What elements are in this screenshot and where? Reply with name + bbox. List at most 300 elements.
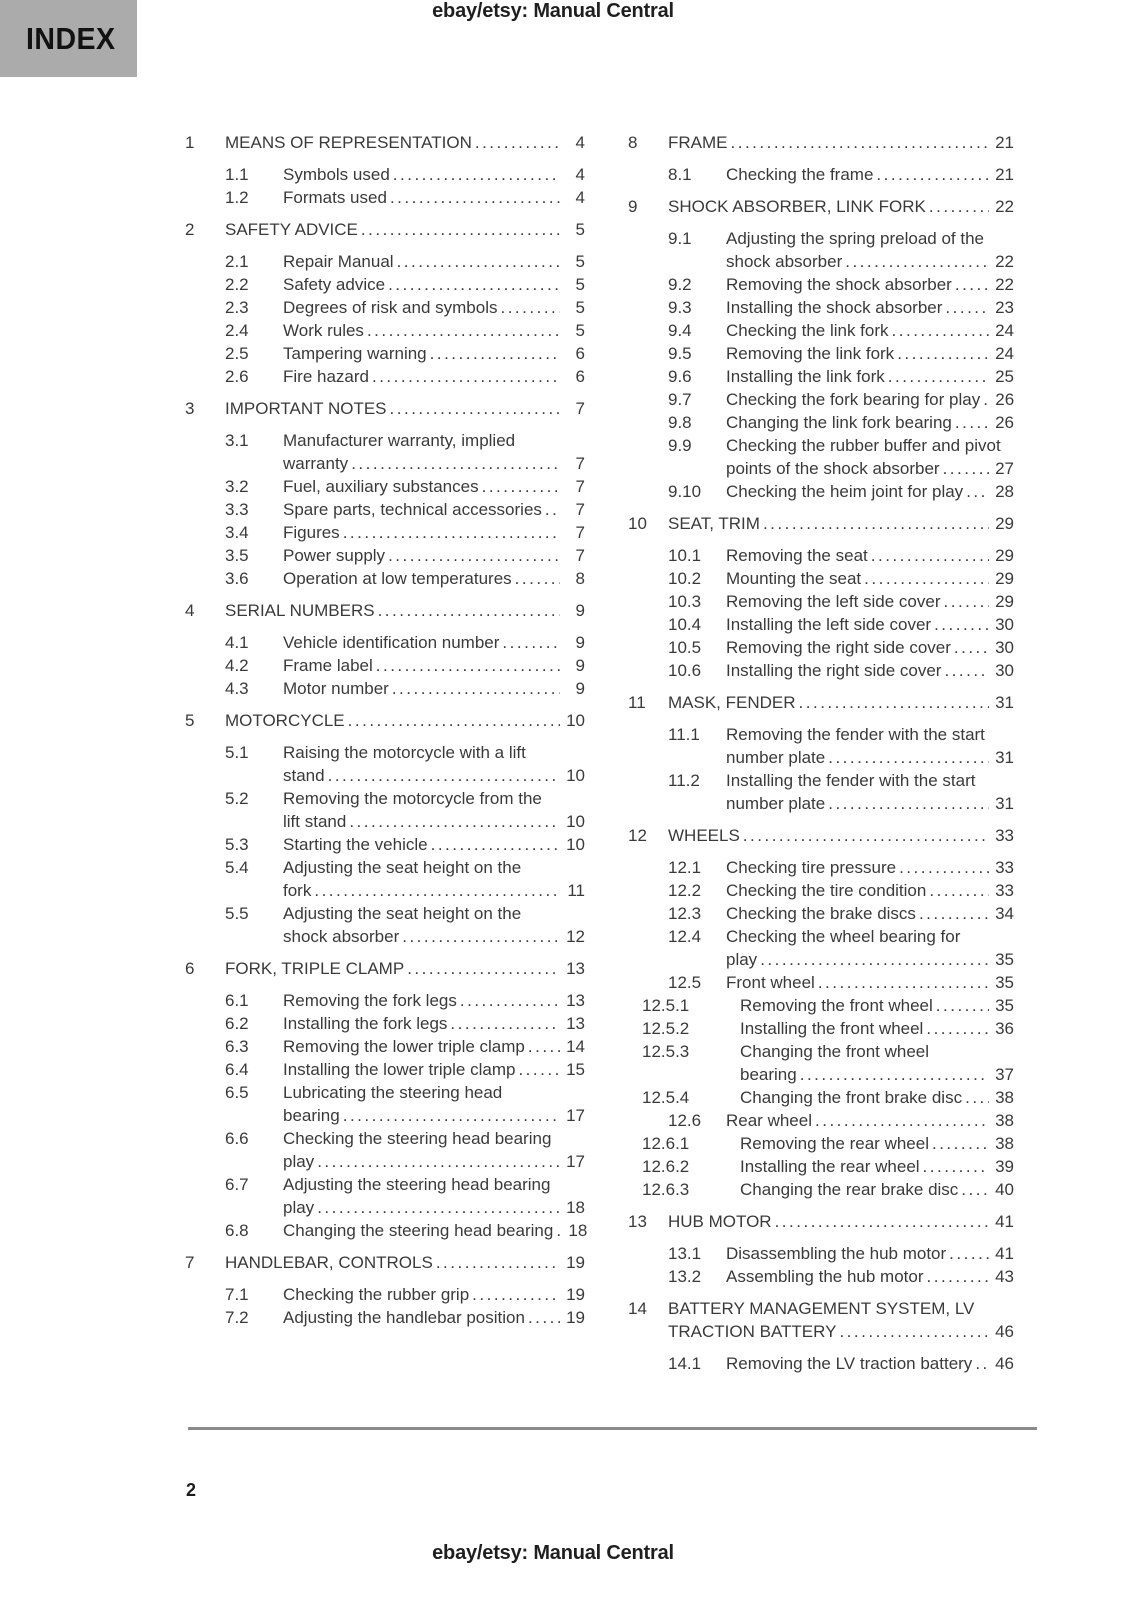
toc-title-last-line	[726, 273, 1014, 296]
toc-title-text: SHOCK ABSORBER, LINK FORK	[668, 197, 926, 216]
toc-sub-entry	[628, 342, 1014, 365]
toc-title-text: bearing	[283, 1106, 340, 1125]
dot-leader	[545, 498, 560, 521]
toc-title-line: Installing the fender with the start	[726, 771, 976, 790]
toc-sub-entry	[185, 833, 585, 856]
toc-page-number: 5	[575, 298, 585, 317]
toc-title-text: Removing the LV traction battery	[726, 1354, 973, 1373]
toc-title-text: shock absorber	[726, 252, 843, 271]
toc-page-number: 34	[995, 904, 1014, 923]
toc-entry-number: 2.4	[225, 321, 249, 340]
toc-title-text: Power supply	[283, 546, 386, 565]
toc-entry-title	[726, 902, 1014, 925]
toc-entry-title	[740, 994, 1014, 1017]
dot-leader	[388, 273, 560, 296]
toc-entry-number: 12.6.3	[642, 1180, 690, 1199]
toc-entry-title	[283, 163, 585, 186]
dot-leader	[954, 636, 989, 659]
toc-title-text: Removing the left side cover	[726, 592, 941, 611]
toc-title-text: Symbols used	[283, 165, 390, 184]
toc-title-line: Removing the fender with the start	[726, 725, 985, 744]
toc-sub-entry	[628, 902, 1014, 925]
dot-leader	[392, 677, 560, 700]
toc-page-number: 5	[575, 321, 585, 340]
toc-sub-entry	[185, 498, 585, 521]
toc-entry-title	[283, 273, 585, 296]
toc-entry-title	[726, 613, 1014, 636]
toc-sub-entry	[185, 475, 585, 498]
toc-page-number: 35	[995, 950, 1014, 969]
toc-page-number: 18	[566, 1198, 585, 1217]
toc-entry-title	[740, 1132, 1014, 1155]
toc-entry-number: 5.3	[225, 835, 249, 854]
toc-entry-title	[283, 429, 585, 475]
toc-title-last-line	[726, 319, 1014, 342]
toc-page-number: 28	[995, 482, 1014, 501]
toc-title-text: fork	[283, 881, 312, 900]
toc-title-line: Changing the front wheel	[740, 1042, 930, 1061]
toc-entry-number: 8.1	[668, 165, 692, 184]
toc-entry-number: 10.3	[668, 592, 702, 611]
toc-entry-number: 6.4	[225, 1060, 249, 1079]
toc-title-last-line	[726, 902, 1014, 925]
toc-entry-number: 6	[185, 959, 195, 978]
toc-entry-title	[283, 1283, 585, 1306]
dot-leader	[763, 512, 989, 535]
toc-entry-number: 3.1	[225, 431, 249, 450]
toc-title-text: Checking the link fork	[726, 321, 889, 340]
dot-leader	[828, 792, 989, 815]
toc-title-text: Removing the lower triple clamp	[283, 1037, 525, 1056]
dot-leader	[876, 163, 989, 186]
toc-title-last-line	[726, 1242, 1014, 1265]
toc-title-last-line	[740, 1178, 1014, 1201]
toc-entry-title	[726, 636, 1014, 659]
toc-entry-title	[726, 925, 1014, 971]
header-title: ebay/etsy: Manual Central	[432, 0, 674, 22]
toc-title-text: Installing the lower triple clamp	[283, 1060, 516, 1079]
toc-entry-number: 2.5	[225, 344, 249, 363]
toc-title-last-line	[726, 590, 1014, 613]
toc-title-last-line	[726, 250, 1014, 273]
toc-title-text: TRACTION BATTERY	[668, 1322, 837, 1341]
dot-leader	[923, 1155, 989, 1178]
dot-leader	[815, 1109, 989, 1132]
toc-entry-title	[726, 971, 1014, 994]
toc-title-line: Adjusting the seat height on the	[283, 858, 522, 877]
toc-title-text: warranty	[283, 454, 349, 473]
toc-entry-title	[225, 957, 585, 980]
toc-title-last-line	[740, 1086, 1014, 1109]
toc-page-number: 26	[995, 390, 1015, 409]
toc-sub-entry	[185, 1219, 588, 1242]
toc-page-number: 7	[575, 500, 585, 519]
toc-sub-entry	[628, 925, 1014, 971]
toc-section-entry	[185, 709, 585, 732]
toc-title-text: Checking the tire condition	[726, 881, 927, 900]
dot-leader	[731, 131, 990, 154]
dot-leader	[482, 475, 560, 498]
toc-page-number: 14	[566, 1037, 585, 1056]
toc-entry-title	[283, 250, 585, 273]
dot-leader	[897, 342, 989, 365]
toc-entry-title	[726, 342, 1014, 365]
toc-entry-number: 5.1	[225, 743, 249, 762]
toc-sub-entry	[628, 590, 1014, 613]
toc-page-number: 37	[995, 1065, 1014, 1084]
toc-title-last-line	[283, 1058, 585, 1081]
toc-title-text: Checking the frame	[726, 165, 874, 184]
toc-page-number: 30	[995, 661, 1014, 680]
toc-entry-title	[283, 296, 585, 319]
toc-title-text: Removing the fork legs	[283, 991, 457, 1010]
toc-page-number: 41	[995, 1244, 1014, 1263]
toc-title-last-line	[283, 677, 585, 700]
dot-leader	[929, 195, 989, 218]
toc-title-last-line	[283, 1104, 585, 1127]
toc-entry-title	[726, 411, 1014, 434]
toc-entry-number: 12.5.1	[642, 996, 690, 1015]
toc-section-entry	[185, 599, 585, 622]
toc-entry-number: 11.1	[668, 725, 700, 744]
toc-page-number: 4	[575, 133, 585, 152]
toc-entry-number: 2.3	[225, 298, 249, 317]
toc-entry-number: 9.8	[668, 413, 692, 432]
dot-leader	[528, 1306, 560, 1329]
toc-title-last-line	[283, 879, 585, 902]
toc-entry-title	[740, 1017, 1014, 1040]
toc-entry-number: 4	[185, 601, 195, 620]
toc-title-text: Changing the rear brake disc	[740, 1180, 959, 1199]
toc-sub-entry	[628, 227, 1014, 273]
toc-page-number: 27	[995, 459, 1014, 478]
toc-entry-title	[726, 567, 1014, 590]
toc-title-last-line	[283, 833, 585, 856]
toc-title-last-line	[726, 1109, 1014, 1132]
toc-entry-title	[726, 365, 1014, 388]
dot-leader	[871, 544, 989, 567]
toc-title-line: Checking the steering head bearing	[283, 1129, 552, 1148]
toc-entry-title	[283, 1219, 588, 1242]
toc-entry-title	[283, 498, 585, 521]
toc-entry-number: 2.2	[225, 275, 249, 294]
table-of-contents	[185, 131, 1014, 1375]
dot-leader	[927, 1265, 990, 1288]
toc-sub-entry	[185, 319, 585, 342]
toc-sub-entry	[185, 342, 585, 365]
toc-section-entry	[628, 691, 1014, 714]
toc-entry-title	[740, 1155, 1014, 1178]
toc-page-number: 41	[995, 1212, 1014, 1231]
toc-title-last-line	[668, 691, 1014, 714]
toc-entry-title	[283, 186, 585, 209]
toc-title-last-line	[225, 1251, 585, 1274]
toc-title-text: FRAME	[668, 133, 728, 152]
dot-leader	[372, 365, 560, 388]
toc-sub-entry	[185, 273, 585, 296]
toc-title-last-line	[283, 810, 585, 833]
toc-title-text: Checking the fork bearing for play	[726, 390, 981, 409]
toc-entry-number: 9.10	[668, 482, 702, 501]
toc-sub-entry	[628, 365, 1014, 388]
dot-leader	[460, 989, 560, 1012]
dot-leader	[475, 131, 560, 154]
toc-title-text: FORK, TRIPLE CLAMP	[225, 959, 405, 978]
toc-page-number: 9	[575, 633, 585, 652]
toc-title-last-line	[225, 709, 585, 732]
dot-leader	[800, 1063, 989, 1086]
toc-title-text: Installing the link fork	[726, 367, 885, 386]
toc-page-number: 10	[566, 711, 585, 730]
toc-title-last-line	[225, 218, 585, 241]
dot-leader	[361, 218, 560, 241]
toc-sub-entry	[185, 1081, 585, 1127]
toc-title-text: Frame label	[283, 656, 373, 675]
toc-title-last-line	[740, 1155, 1014, 1178]
toc-sub-entry	[185, 296, 585, 319]
toc-page-number: 24	[995, 344, 1014, 363]
toc-title-last-line	[726, 971, 1014, 994]
index-label: INDEX	[26, 20, 116, 56]
dot-leader	[775, 1210, 989, 1233]
toc-title-text: Installing the front wheel	[740, 1019, 924, 1038]
toc-page-number: 6	[575, 367, 585, 386]
toc-page-number: 21	[995, 165, 1014, 184]
toc-entry-title	[740, 1086, 1014, 1109]
dot-leader	[528, 1035, 560, 1058]
toc-title-last-line	[283, 1196, 585, 1219]
toc-sub-entry	[185, 989, 585, 1012]
toc-entry-number: 1.1	[225, 165, 249, 184]
toc-title-line: Raising the motorcycle with a lift	[283, 743, 526, 762]
toc-page-number: 43	[995, 1267, 1014, 1286]
toc-title-last-line	[283, 163, 585, 186]
toc-title-text: shock absorber	[283, 927, 400, 946]
toc-entry-title	[225, 131, 585, 154]
toc-sub-entry	[185, 250, 585, 273]
toc-sub-entry	[185, 1173, 585, 1219]
toc-entry-number: 6.1	[225, 991, 249, 1010]
toc-page-number: 38	[995, 1111, 1014, 1130]
toc-title-last-line	[726, 567, 1014, 590]
toc-title-text: Changing the front brake disc	[740, 1088, 963, 1107]
toc-title-last-line	[283, 654, 585, 677]
toc-entry-number: 2	[185, 220, 195, 239]
toc-sub-entry	[628, 971, 1014, 994]
toc-title-text: HUB MOTOR	[668, 1212, 772, 1231]
dot-leader	[929, 879, 989, 902]
toc-entry-title	[283, 631, 585, 654]
toc-title-line: Manufacturer warranty, implied	[283, 431, 516, 450]
toc-sub-entry	[628, 273, 1014, 296]
toc-entry-number: 3.6	[225, 569, 249, 588]
toc-entry-number: 6.5	[225, 1083, 249, 1102]
toc-title-last-line	[225, 957, 585, 980]
toc-title-text: play	[283, 1198, 315, 1217]
toc-title-last-line	[726, 365, 1014, 388]
toc-entry-title	[283, 1306, 585, 1329]
toc-page-number: 13	[566, 991, 585, 1010]
toc-page-number: 7	[575, 399, 585, 418]
toc-sub-entry	[628, 388, 1014, 411]
toc-entry-number: 6.6	[225, 1129, 249, 1148]
toc-title-last-line	[283, 544, 585, 567]
toc-title-line: Adjusting the spring preload of the	[726, 229, 985, 248]
toc-title-text: Formats used	[283, 188, 387, 207]
toc-entry-number: 10.1	[668, 546, 702, 565]
toc-entry-title	[726, 480, 1014, 503]
toc-page-number: 30	[995, 615, 1014, 634]
toc-title-last-line	[726, 388, 1014, 411]
toc-entry-number: 12.3	[668, 904, 702, 923]
toc-title-text: Fuel, auxiliary substances	[283, 477, 479, 496]
toc-page-number: 18	[568, 1221, 588, 1240]
toc-entry-number: 5.5	[225, 904, 249, 923]
dot-leader	[431, 833, 560, 856]
toc-page-number: 9	[575, 601, 585, 620]
toc-entry-title	[668, 1297, 1014, 1343]
toc-entry-number: 3.2	[225, 477, 249, 496]
toc-entry-title	[225, 1251, 585, 1274]
toc-title-last-line	[283, 365, 585, 388]
dot-leader	[799, 691, 989, 714]
toc-entry-title	[283, 1173, 585, 1219]
toc-sub-entry	[628, 1109, 1014, 1132]
dot-leader	[328, 764, 560, 787]
dot-leader	[892, 319, 989, 342]
dot-leader	[955, 273, 989, 296]
toc-entry-title	[283, 475, 585, 498]
dot-leader	[839, 1320, 989, 1343]
toc-title-last-line	[668, 1320, 1014, 1343]
toc-section-entry	[628, 512, 1014, 535]
toc-title-text: Fire hazard	[283, 367, 369, 386]
toc-entry-number: 12.5.2	[642, 1019, 690, 1038]
toc-entry-number: 12.5	[668, 973, 702, 992]
toc-section-entry	[185, 218, 585, 241]
toc-sub-entry	[628, 1178, 1014, 1201]
toc-entry-title	[726, 319, 1014, 342]
dot-leader	[932, 1132, 989, 1155]
toc-title-text: Checking tire pressure	[726, 858, 897, 877]
dot-leader	[349, 810, 560, 833]
toc-entry-title	[668, 824, 1014, 847]
toc-page-number: 24	[995, 321, 1014, 340]
toc-title-text: Disassembling the hub motor	[726, 1244, 947, 1263]
toc-entry-number: 9	[628, 197, 638, 216]
toc-sub-entry	[628, 636, 1014, 659]
dot-leader	[919, 902, 989, 925]
toc-title-text: Removing the front wheel	[740, 996, 933, 1015]
toc-entry-number: 2.6	[225, 367, 249, 386]
toc-title-last-line	[283, 925, 585, 948]
toc-title-last-line	[283, 1306, 585, 1329]
toc-title-text: Motor number	[283, 679, 389, 698]
toc-entry-number: 12.4	[668, 927, 702, 946]
toc-entry-title	[225, 599, 585, 622]
toc-page-number: 19	[566, 1253, 585, 1272]
toc-entry-number: 12.6.2	[642, 1157, 690, 1176]
dot-leader	[402, 925, 560, 948]
toc-entry-number: 5.2	[225, 789, 249, 808]
toc-page-number: 10	[566, 835, 585, 854]
toc-entry-title	[283, 1081, 585, 1127]
toc-entry-number: 9.4	[668, 321, 692, 340]
toc-sub-entry	[628, 1040, 1014, 1086]
toc-sub-entry	[628, 1155, 1014, 1178]
toc-title-text: Removing the right side cover	[726, 638, 951, 657]
toc-sub-entry	[185, 186, 585, 209]
toc-sub-entry	[185, 1012, 585, 1035]
toc-title-last-line	[283, 342, 585, 365]
toc-entry-title	[726, 296, 1014, 319]
toc-entry-number: 3	[185, 399, 195, 418]
toc-entry-number: 12	[628, 826, 647, 845]
dot-leader	[943, 457, 989, 480]
toc-entry-title	[726, 544, 1014, 567]
dot-leader	[899, 856, 989, 879]
dot-leader	[944, 659, 989, 682]
toc-title-last-line	[283, 1012, 585, 1035]
toc-title-last-line	[283, 319, 585, 342]
dot-leader	[314, 879, 560, 902]
toc-page-number: 6	[575, 344, 585, 363]
toc-sub-entry	[628, 659, 1014, 682]
toc-page-number: 33	[995, 881, 1014, 900]
toc-page-number: 35	[995, 996, 1014, 1015]
toc-page-number: 5	[575, 252, 585, 271]
toc-title-text: Removing the shock absorber	[726, 275, 952, 294]
toc-entry-number: 9.7	[668, 390, 692, 409]
toc-entry-title	[283, 902, 585, 948]
toc-title-last-line	[225, 131, 585, 154]
toc-entry-number: 9.1	[668, 229, 692, 248]
toc-title-last-line	[283, 764, 585, 787]
toc-title-text: play	[726, 950, 758, 969]
toc-entry-title	[225, 218, 585, 241]
dot-leader	[818, 971, 989, 994]
toc-entry-title	[668, 131, 1014, 154]
toc-entry-title	[283, 741, 585, 787]
dot-leader	[343, 521, 560, 544]
dot-leader	[975, 1352, 989, 1375]
dot-leader	[955, 411, 989, 434]
toc-title-text: IMPORTANT NOTES	[225, 399, 387, 418]
toc-title-line: BATTERY MANAGEMENT SYSTEM, LV	[668, 1299, 975, 1318]
toc-page-number: 19	[566, 1285, 585, 1304]
toc-title-text: Figures	[283, 523, 340, 542]
toc-page-number: 38	[995, 1088, 1014, 1107]
toc-sub-entry	[185, 1127, 585, 1173]
toc-page-number: 7	[575, 546, 585, 565]
toc-title-last-line	[726, 746, 1014, 769]
toc-title-text: Tampering warning	[283, 344, 427, 363]
toc-entry-number: 3.3	[225, 500, 249, 519]
toc-entry-title	[668, 512, 1014, 535]
toc-page-number: 31	[995, 748, 1014, 767]
toc-entry-number: 12.6.1	[642, 1134, 690, 1153]
dot-leader	[864, 567, 989, 590]
toc-title-last-line	[283, 1283, 585, 1306]
toc-title-text: Installing the shock absorber	[726, 298, 943, 317]
toc-entry-number: 12.5.3	[642, 1042, 690, 1061]
toc-title-last-line	[283, 296, 585, 319]
toc-entry-title	[283, 342, 585, 365]
toc-right-column	[628, 131, 1014, 1375]
toc-left-column	[185, 131, 588, 1375]
toc-entry-number: 3.4	[225, 523, 249, 542]
toc-title-text: bearing	[740, 1065, 797, 1084]
